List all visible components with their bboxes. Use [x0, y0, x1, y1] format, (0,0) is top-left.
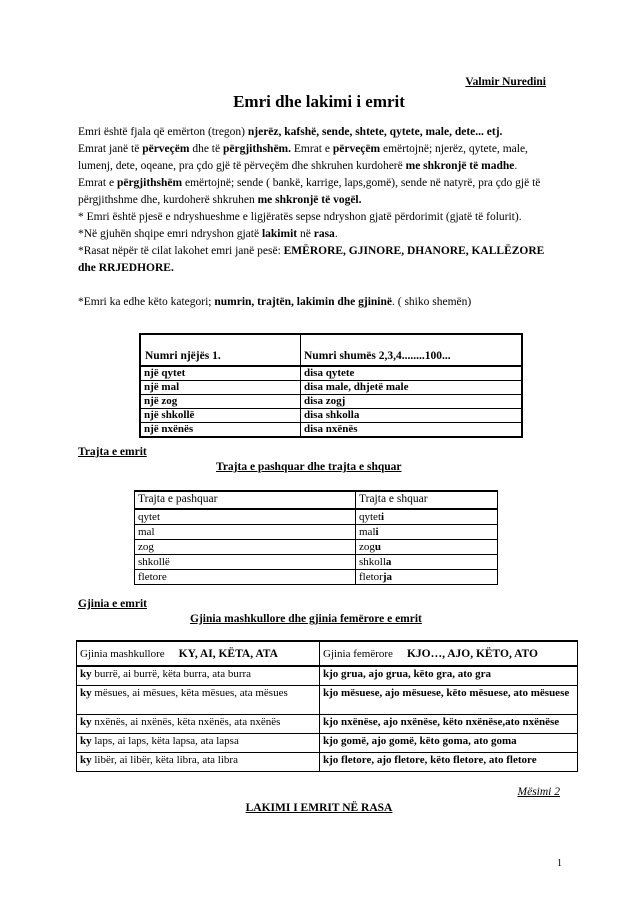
author-name: Valmir Nuredini — [465, 76, 546, 88]
cell-shquar — [356, 555, 498, 570]
text-bold: kjo fletore, ajo fletore, këto fletore, ato fletore — [323, 754, 537, 766]
intro-paragraph-7 — [78, 294, 564, 311]
word-stem: zog — [359, 541, 375, 553]
table-row — [140, 395, 522, 409]
table-row — [135, 525, 498, 540]
section-label-trajta: Trajta e emrit — [78, 446, 147, 458]
table-row — [135, 540, 498, 555]
cell-femerore — [320, 715, 578, 734]
cell-pashquar: mal — [135, 525, 356, 540]
text-bold: KJO…, AJO, KËTO, ATO — [406, 647, 538, 660]
table-header-row — [140, 334, 522, 366]
section-label-gjinia: Gjinia e emrit — [78, 598, 147, 610]
text-bold: kjo grua, ajo grua, këto gra, ato gra — [323, 668, 492, 680]
cell-pashquar: qytet — [135, 509, 356, 525]
numri-table — [139, 333, 523, 438]
text-bold: me shkronjë të madhe — [405, 160, 515, 172]
text-bold: ky — [80, 716, 92, 728]
table-row — [77, 686, 578, 715]
table-row — [135, 570, 498, 585]
text: në — [297, 228, 314, 240]
lesson-label: Mësimi 2 — [517, 786, 560, 798]
text: emërtojnë; sende ( bankë, karrige, laps,gomë), sende në natyrë, pra çdo gjë të përgjithshme dhe, kurdoherë shkruhen — [78, 177, 541, 206]
word-ending: a — [385, 556, 392, 568]
text-bold: ky — [80, 687, 92, 699]
page-number: 1 — [557, 858, 562, 869]
text: Gjinia mashkullore — [80, 647, 165, 660]
intro-paragraph-6 — [78, 243, 564, 277]
cell-singular: një nxënës — [140, 423, 301, 438]
cell-femerore — [320, 734, 578, 753]
page-title: Emri dhe lakimi i emrit — [233, 92, 405, 111]
text-bold: ky — [80, 668, 92, 680]
table-body — [140, 366, 522, 437]
header-plural: Numri shumës 2,3,4........100... — [301, 334, 523, 366]
text-bold: ky — [80, 735, 92, 747]
word-stem: qytet — [359, 511, 381, 523]
bottom-title: LAKIMI I EMRIT NË RASA — [245, 802, 393, 814]
trajta-subtitle: Trajta e pashquar dhe trajta e shquar — [216, 461, 402, 473]
intro-paragraph-5 — [78, 226, 564, 243]
table-row — [140, 381, 522, 395]
cell-plural: disa qytete — [301, 366, 523, 381]
text: Emri është fjala që emërton (tregon) — [78, 126, 248, 138]
word-ending: ja — [382, 571, 392, 583]
text-bold: përgjithshëm — [116, 177, 183, 189]
intro-paragraph-1 — [78, 124, 564, 141]
intro-paragraph-4: * Emri është pjesë e ndryshueshme e ligjëratës sepse ndryshon gjatë përdorimit (gjatë të folurit). — [78, 211, 522, 223]
text: Emrat e — [291, 143, 333, 155]
cell-mashkullore — [77, 753, 320, 772]
text: Emrat janë të — [78, 143, 143, 155]
text: libër, ai libër, këta libra, ata libra — [91, 754, 238, 766]
text-bold: rasa — [313, 228, 335, 240]
cell-plural: disa male, dhjetë male — [301, 381, 523, 395]
table-row — [140, 409, 522, 423]
cell-singular: një qytet — [140, 366, 301, 381]
intro-paragraph-3 — [78, 175, 564, 209]
table-row — [140, 366, 522, 381]
header-shquar: Trajta e shquar — [356, 491, 498, 509]
table-body — [135, 509, 498, 585]
word-stem: shkoll — [359, 556, 386, 568]
text: Gjinia femërore — [323, 647, 393, 660]
cell-mashkullore — [77, 666, 320, 686]
table-row — [77, 753, 578, 772]
text-bold: me shkronjë të vogël. — [257, 194, 362, 206]
text-bold: lakimit — [261, 228, 298, 240]
table-row — [140, 423, 522, 438]
cell-pashquar: shkollë — [135, 555, 356, 570]
header-pashquar: Trajta e pashquar — [135, 491, 356, 509]
intro-paragraph-2 — [78, 141, 564, 175]
table-header-row — [135, 491, 498, 509]
table-row — [77, 666, 578, 686]
cell-femerore — [320, 753, 578, 772]
table-row — [77, 715, 578, 734]
gjinia-subtitle: Gjinia mashkullore dhe gjinia femërore e emrit — [190, 613, 422, 625]
cell-mashkullore — [77, 734, 320, 753]
text-bold: përveçëm — [142, 143, 190, 155]
text: *Në gjuhën shqipe emri ndryshon gjatë — [78, 228, 262, 240]
cell-shquar — [356, 509, 498, 525]
cell-singular: një mal — [140, 381, 301, 395]
cell-femerore — [320, 686, 578, 715]
text-bold: EMËRORE, GJINORE, DHANORE, KALLËZORE dhe RRJEDHORE. — [78, 245, 545, 274]
word-ending: i — [375, 526, 379, 538]
text: burrë, ai burrë, këta burra, ata burra — [91, 668, 252, 680]
cell-shquar — [356, 540, 498, 555]
table-header-row — [77, 641, 578, 666]
table-row — [77, 734, 578, 753]
cell-plural: disa zogj — [301, 395, 523, 409]
text: dhe të — [189, 143, 223, 155]
text-bold: numrin, trajtën, lakimin dhe gjininë — [214, 296, 392, 308]
word-stem: mal — [359, 526, 376, 538]
cell-mashkullore — [77, 715, 320, 734]
text: . ( shiko shemën) — [392, 296, 472, 308]
table-row — [135, 509, 498, 525]
cell-pashquar: zog — [135, 540, 356, 555]
cell-femerore — [320, 666, 578, 686]
table-row — [135, 555, 498, 570]
text: *Emri ka edhe këto kategori; — [78, 296, 215, 308]
text-bold: kjo gomë, ajo gomë, këto goma, ato goma — [323, 735, 517, 747]
word-ending: u — [374, 541, 382, 553]
header-singular: Numri njëjës 1. — [140, 334, 301, 366]
text: nxënës, ai nxënës, këta nxënës, ata nxënës — [91, 716, 281, 728]
text: mësues, ai mësues, këta mësues, ata mësues — [91, 687, 288, 699]
text: emërtojnë; njerëz, qytete, male, lumenj, dete, oqeane, pra çdo gjë të përveçëm dhe shkruhen kurdoherë — [78, 143, 528, 172]
text: *Rasat nëpër të cilat lakohet emri janë pesë: — [78, 245, 284, 257]
text-bold: përgjithshëm. — [222, 143, 292, 155]
cell-plural: disa shkolla — [301, 409, 523, 423]
intro-text — [78, 124, 564, 311]
text-bold: përveçëm — [332, 143, 381, 155]
text-bold: kjo nxënëse, ajo nxënëse, këto nxënëse,ato nxënëse — [323, 716, 560, 728]
cell-shquar — [356, 525, 498, 540]
cell-pashquar: fletore — [135, 570, 356, 585]
cell-mashkullore — [77, 686, 320, 715]
word-ending: i — [381, 511, 385, 523]
gjinia-table — [76, 640, 578, 772]
text: . — [514, 160, 518, 172]
cell-singular: një shkollë — [140, 409, 301, 423]
text: laps, ai laps, këta lapsa, ata lapsa — [91, 735, 239, 747]
cell-shquar — [356, 570, 498, 585]
text-bold: njerëz, kafshë, sende, shtete, qytete, male, dete... etj. — [247, 126, 503, 138]
table-body — [77, 666, 578, 772]
header-mashkullore — [77, 641, 320, 666]
text: Emrat e — [78, 177, 117, 189]
text-bold: ky — [80, 754, 92, 766]
header-femerore — [320, 641, 578, 666]
trajta-table — [134, 490, 498, 585]
text-bold: KY, AI, KËTA, ATA — [178, 647, 278, 660]
cell-plural: disa nxënës — [301, 423, 523, 438]
cell-singular: një zog — [140, 395, 301, 409]
text-bold: kjo mësuese, ajo mësuese, këto mësuese, ato mësuese — [323, 687, 570, 699]
text: . — [334, 228, 338, 240]
word-stem: fletor — [359, 571, 383, 583]
